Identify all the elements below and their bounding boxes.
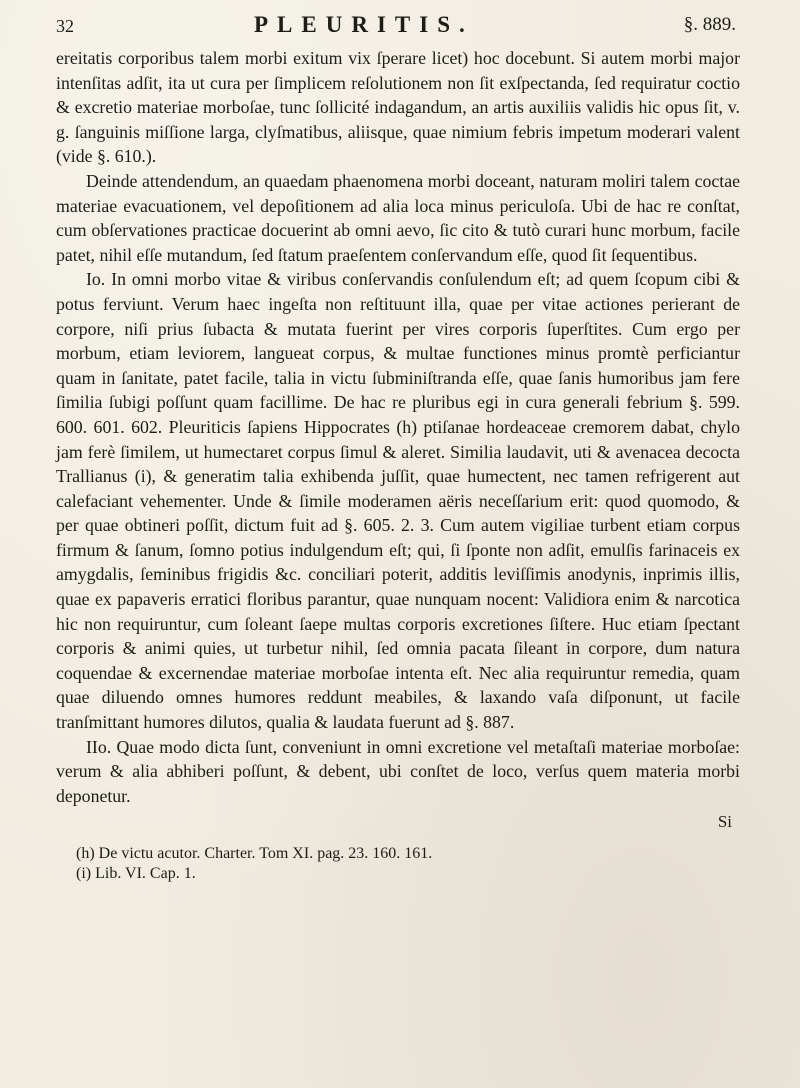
page-header — [56, 10, 740, 46]
footnote: (h) De victu acutor. Charter. Tom XI. pag. 23. 160. 161. — [76, 845, 433, 863]
paragraph: Deinde attendendum, an quaedam phaenomena morbi doceant, naturam moliri talem coctae materiae evacuationem, vel depoſitionem ad alia loca minus periculoſa. Ubi de hac re conſtat, cum obſervationes practicae docuerint ab omni aevo, ſic cito & tutò curari hunc morbum, facile patet, nihil eſſe mutandum, ſed ſtatum praeſentem conſervandum eſſe, quod ſit ſequentibus. — [56, 170, 740, 265]
catchword: Si — [717, 812, 732, 832]
section-reference: §. 889. — [683, 14, 736, 35]
paragraph: IIo. Quae modo dicta ſunt, conveniunt in omni excretione vel metaſtaſi materiae morboſae: verum & alia abhiberi poſſunt, & debent, ubi conſtet de loco, verſus quem materia morbi deponetur. — [56, 736, 740, 806]
paragraph: Io. In omni morbo vitae & viribus conſervandis conſulendum eſt; ad quem ſcopum cibi & potus ferviunt. Verum haec ingeſta non reſtituunt illa, quae per vitae actiones perierant de corpore, niſi prius ſubacta & mutata fuerint per vires corporis ſuperſtites. Cum ergo per morbum, etiam leviorem, langueat corpus, & multae functiones minus promtè perficiantur quam in ſanitate, patet facile, talia in victu ſubminiſtranda eſſe, quae ſanis humoribus jam fere ſimilia ſubigi poſſunt quam facillime. De hac re pluribus egi in cura generali febrium §. 599. 600. 601. 602. Pleuriticis ſapiens Hippocrates (h) ptiſanae hordeaceae cremorem dabat, chylo jam ferè ſimilem, ut humectaret corpus ſimul & aleret. Similia laudavit, uti & avenacea decocta Trallianus (i), & generatim talia exhibenda juſſit, quae humectent, nec tamen refrigerent aut calefaciant vehementer. Unde & ſimile moderamen aëris neceſſarium erit: quod quomodo, & per quae obtineri poſſit, dictum fuit ad §. 605. 2. 3. Cum autem vigiliae turbent etiam corpus firmum & ſanum, ſomno potius indulgendum eſt; qui, ſi ſponte non adſit, emulſis farinaceis ex amygdalis, ſeminibus frigidis &c. conciliari poterit, additis leviſſimis anodynis, inprimis illis, quae ex papaveris erratici floribus parantur, quae nunquam nocent: Validiora enim & narcotica hic non requiruntur, cum ſoleant ſaepe multas corporis excretiones ſiſtere. Huc etiam ſpectant corporis & animi quies, ut turbetur nihil, ſed omnia pacata ſileant in corpore, dum natura coquendae & excernendae materiae morboſae intenta eſt. Nec alia requiruntur remedia, quam quae diluendo omnes humores reddunt meabiles, & laxando vaſa diſponunt, ut facile tranſmittant humores dilutos, qualia & laudata fuerunt ad §. 887. — [56, 269, 740, 733]
page-number: 32 — [56, 16, 74, 36]
paragraph: ereitatis corporibus talem morbi exitum vix ſperare licet) hoc docebunt. Si autem morbi major intenſitas adſit, ita ut cura per ſimplicem reſolutionem non ſit exſpectanda, ſed requiratur coctio & excretio materiae morboſae, tunc ſollicité indagandum, an artis auxiliis validis hic opus ſit, v. g. ſanguinis miſſione larga, clyſmatibus, aliisque, quae nimium febris impetum moderari valent (vide §. 610.). — [56, 48, 740, 167]
footnote: (i) Lib. VI. Cap. 1. — [76, 865, 196, 883]
running-title: PLEURITIS. — [254, 12, 474, 37]
footnotes — [76, 844, 740, 884]
main-text — [56, 46, 740, 808]
